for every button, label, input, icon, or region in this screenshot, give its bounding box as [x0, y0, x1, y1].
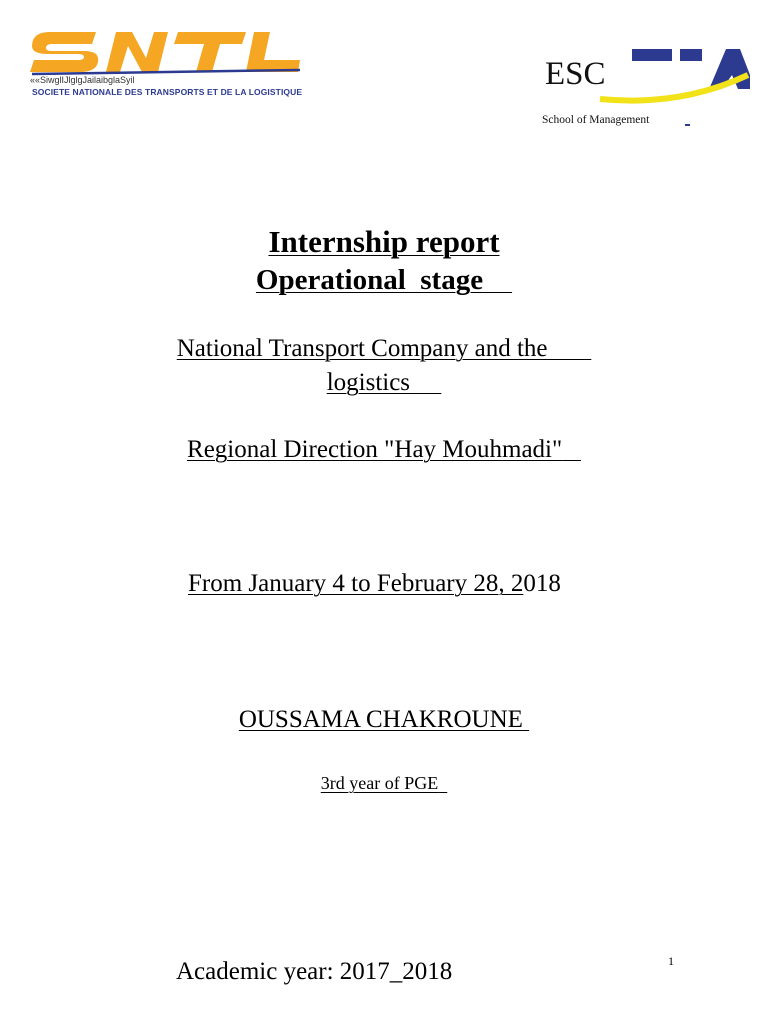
author-name: [0, 706, 768, 734]
page-number: 1: [668, 954, 674, 968]
company-name-line1: [0, 335, 768, 363]
author-name-text: OUSSAMA CHAKROUNE: [238, 706, 523, 733]
esc-subtitle: School of Management: [542, 114, 650, 126]
author-trailing-underline: [523, 706, 529, 733]
company-name-line1-text: National Transport Company and the: [176, 335, 548, 362]
regional-direction-text: Regional Direction "Hay Mouhmadi": [187, 436, 563, 463]
report-title-text: Internship report: [268, 224, 500, 259]
internship-period-underlined: From January 4 to February 28, 2: [188, 570, 524, 597]
year-of-study-trailing-underline: [438, 773, 447, 793]
report-title: [0, 224, 768, 260]
report-subtitle-text: Operational stage: [255, 264, 484, 296]
academic-year: Academic year: 2017_2018: [176, 958, 453, 985]
company-name-line2: [0, 369, 768, 397]
company-line1-trailing-underline: [548, 335, 592, 362]
region-trailing-underline: [562, 436, 581, 463]
esc-name: ESC: [545, 56, 606, 92]
sntl-arabic-line: ««SiwglIJlglgJailaibglaSyil: [30, 75, 135, 85]
company-line2-trailing-underline: [410, 369, 441, 396]
report-subtitle: [0, 264, 768, 297]
sntl-wordmark-graphic: [28, 24, 303, 124]
internship-period-rest: 018: [523, 570, 561, 597]
internship-period: [188, 570, 561, 598]
company-name-line2-text: logistics: [326, 369, 411, 396]
year-of-study-text: 3rd year of PGE: [320, 773, 439, 793]
sntl-full-name: SOCIETE NATIONALE DES TRANSPORTS ET DE LA LOGISTIQUE: [32, 87, 303, 97]
report-subtitle-trailing-underline: [483, 264, 512, 296]
sntl-logo: [28, 24, 303, 124]
year-of-study: [0, 773, 768, 794]
regional-direction: [0, 436, 768, 464]
